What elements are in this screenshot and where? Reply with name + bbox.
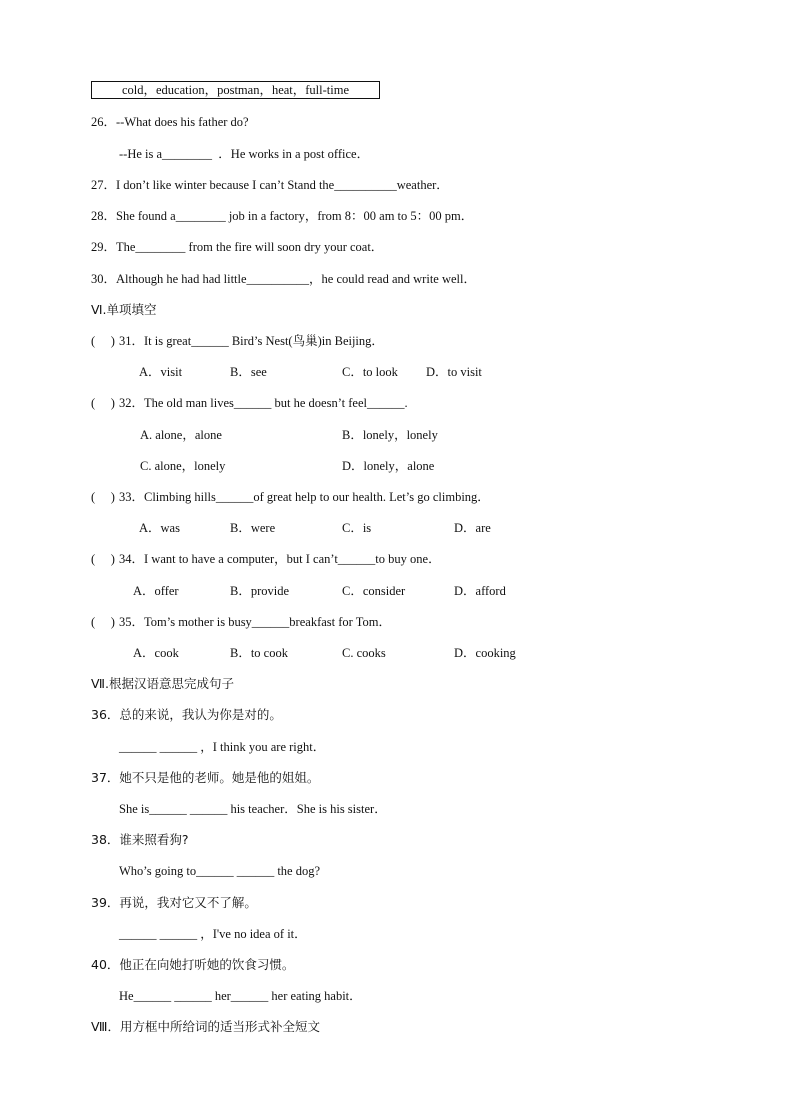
- q32-option-c: C. alone，lonely: [140, 459, 226, 473]
- question-27: 27．I don’t like winter because I can’t Stand the__________weather．: [91, 178, 449, 192]
- q33-option-d: D．are: [454, 521, 491, 535]
- q32-paren: ( ): [91, 396, 115, 410]
- q35-stem: 35．Tom’s mother is busy______breakfast for Tom．: [119, 615, 391, 629]
- q34-option-b: B．provide: [230, 584, 290, 598]
- q33-option-a: A．was: [139, 521, 180, 535]
- word-box: cold，education，postman，heat，full-time: [91, 81, 380, 99]
- question-28: 28．She found a________ job in a factory，from 8：00 am to 5：00 pm．: [91, 209, 474, 223]
- q39-english: ______ ______ ，I've no idea of it．: [119, 927, 307, 941]
- q35-option-c: C. cooks: [342, 646, 386, 660]
- q31-stem: 31．It is great______ Bird’s Nest(鸟巢)in Beijing．: [119, 334, 384, 348]
- q35-option-d: D．cooking: [454, 646, 516, 660]
- q31-option-a: A．visit: [139, 365, 183, 379]
- q38-english: Who’s going to______ ______ the dog?: [119, 864, 321, 878]
- q33-option-b: B．were: [230, 521, 276, 535]
- q35-paren: ( ): [91, 615, 115, 629]
- q33-paren: ( ): [91, 490, 115, 504]
- question-30: 30．Although he had had little__________，he could read and write well．: [91, 272, 476, 286]
- q33-stem: 33．Climbing hills______of great help to our health. Let’s go climbing．: [119, 490, 490, 504]
- q32-option-b: B．lonely，lonely: [342, 428, 438, 442]
- q39-chinese: 39．再说，我对它又不了解。: [91, 895, 257, 910]
- q40-chinese: 40．他正在向她打听她的饮食习惯。: [91, 957, 295, 972]
- question-29: 29．The________ from the fire will soon dry your coat．: [91, 240, 384, 254]
- q35-option-a: A．cook: [133, 646, 179, 660]
- section-7-heading: Ⅶ.根据汉语意思完成句子: [91, 676, 234, 691]
- q34-stem: 34．I want to have a computer，but I can’t______to buy one．: [119, 552, 441, 566]
- q32-option-d: D．lonely，alone: [342, 459, 435, 473]
- section-8-heading: Ⅷ．用方框中所给词的适当形式补全短文: [91, 1019, 320, 1034]
- q32-option-a: A. alone，alone: [140, 428, 222, 442]
- q38-chinese: 38．谁来照看狗?: [91, 832, 189, 847]
- answer-26: --He is a________ ．He works in a post office．: [119, 147, 370, 161]
- q34-paren: ( ): [91, 552, 115, 566]
- q33-option-c: C．is: [342, 521, 372, 535]
- section-6-heading: Ⅵ.单项填空: [91, 302, 157, 317]
- q36-english: ______ ______ ，I think you are right．: [119, 740, 326, 754]
- q34-option-c: C．consider: [342, 584, 406, 598]
- q37-english: She is______ ______ his teacher．She is his sister．: [119, 802, 387, 816]
- q35-option-b: B．to cook: [230, 646, 288, 660]
- q34-option-d: D．afford: [454, 584, 506, 598]
- q31-option-c: C．to look: [342, 365, 398, 379]
- q31-option-d: D．to visit: [426, 365, 482, 379]
- q37-chinese: 37．她不只是他的老师。她是他的姐姐。: [91, 770, 320, 785]
- q36-chinese: 36．总的来说，我认为你是对的。: [91, 707, 282, 722]
- q34-option-a: A．offer: [133, 584, 179, 598]
- question-26: 26．--What does his father do?: [91, 115, 249, 129]
- q31-paren: ( ): [91, 334, 115, 348]
- q40-english: He______ ______ her______ her eating habit．: [119, 989, 362, 1003]
- q31-option-b: B．see: [230, 365, 267, 379]
- q32-stem: 32．The old man lives______ but he doesn’t feel______.: [119, 396, 408, 410]
